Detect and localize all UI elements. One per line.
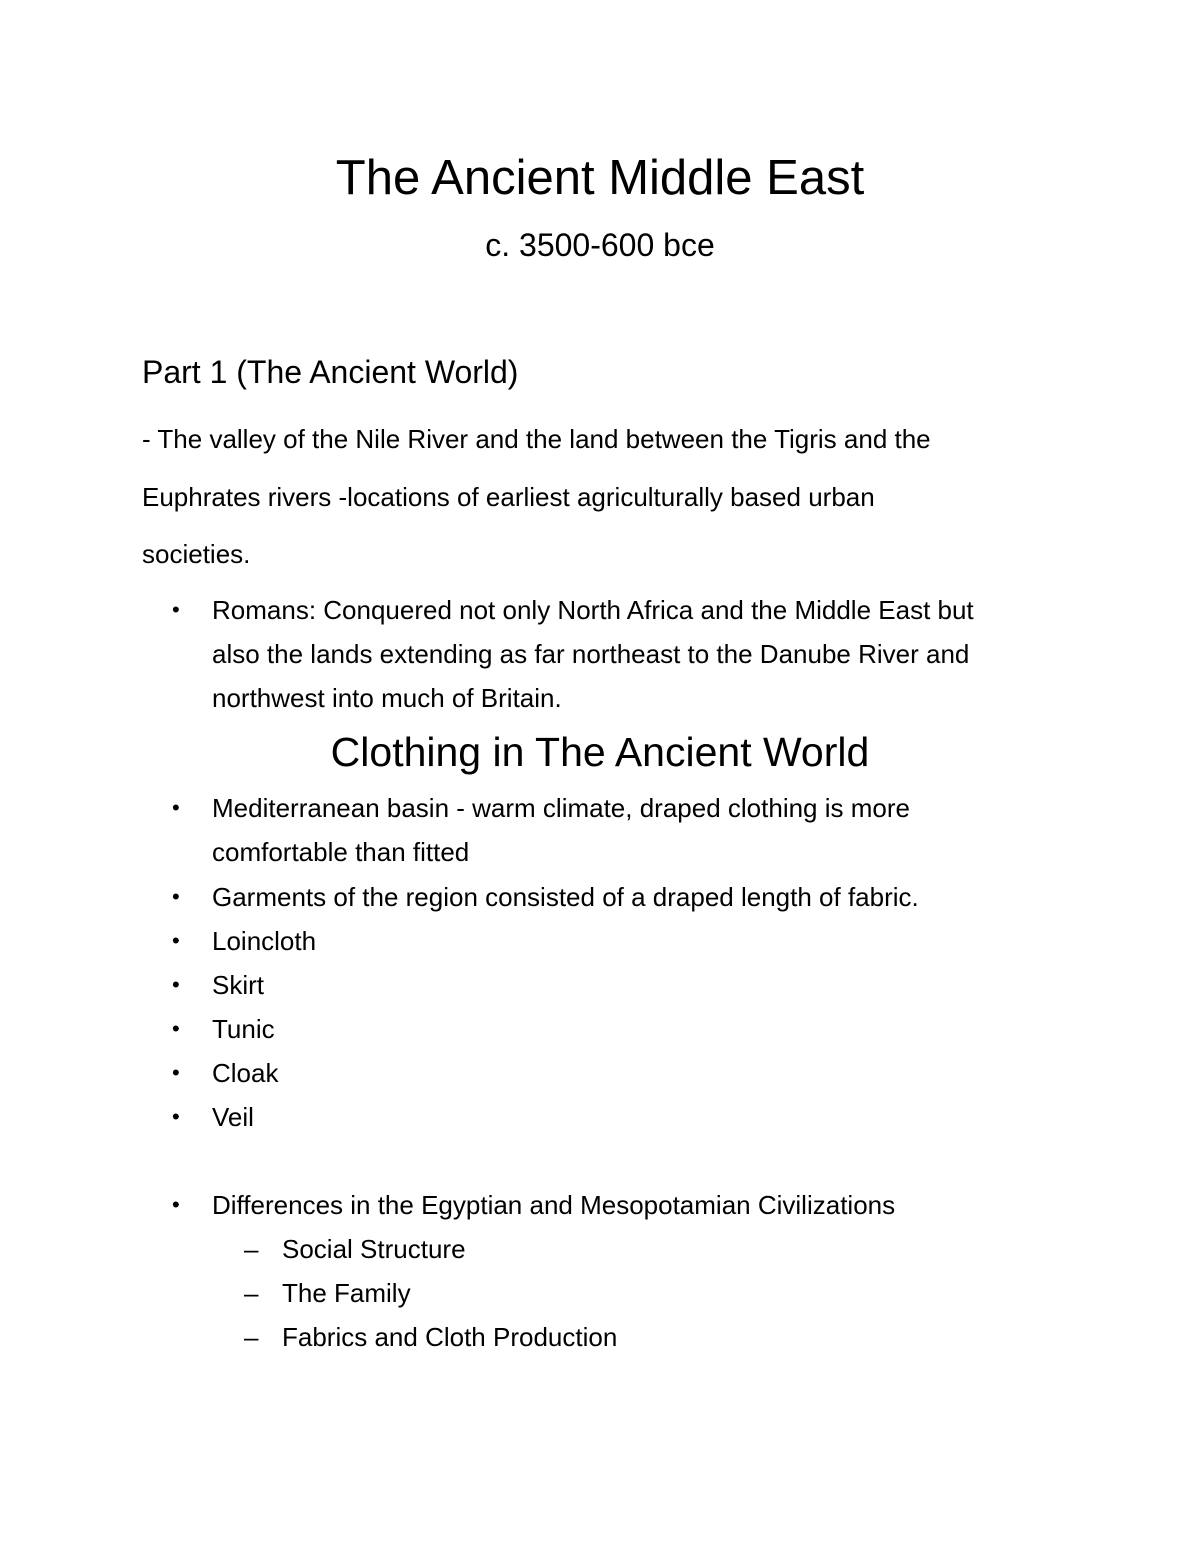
clothing-bullet-line: Skirt: [212, 970, 264, 1000]
document-subtitle: c. 3500-600 bce: [485, 227, 715, 263]
dash-icon: –: [244, 1278, 259, 1308]
clothing-bullet-line: Tunic: [212, 1014, 275, 1044]
document-title: The Ancient Middle East: [335, 151, 865, 205]
romans-bullet-line: also the lands extending as far northeast to the Danube River and: [212, 639, 970, 669]
bullet-icon: •: [172, 597, 180, 622]
bullet-icon: •: [172, 928, 180, 953]
bullet-icon: •: [172, 1104, 180, 1129]
bullet-icon: •: [172, 1192, 180, 1217]
bullet-icon: •: [172, 972, 180, 997]
part1-paragraph-line: Euphrates rivers -locations of earliest agriculturally based urban: [142, 482, 875, 512]
clothing-bullet-line: Loincloth: [212, 926, 317, 956]
dash-icon: –: [244, 1234, 259, 1264]
differences-bullet-line: Differences in the Egyptian and Mesopotamian Civilizations: [212, 1190, 896, 1220]
dash-icon: –: [244, 1322, 259, 1352]
clothing-heading: Clothing in The Ancient World: [330, 729, 870, 775]
clothing-bullet-line: Garments of the region consisted of a draped length of fabric.: [212, 882, 919, 912]
part1-paragraph-line: - The valley of the Nile River and the land between the Tigris and the: [142, 424, 931, 454]
bullet-icon: •: [172, 884, 180, 909]
clothing-bullet-line: Mediterranean basin - warm climate, draped clothing is more: [212, 793, 910, 823]
clothing-bullet-line: Cloak: [212, 1058, 279, 1088]
part1-heading: Part 1 (The Ancient World): [142, 354, 519, 390]
bullet-icon: •: [172, 1016, 180, 1041]
differences-subitem: Fabrics and Cloth Production: [282, 1322, 618, 1352]
bullet-icon: •: [172, 1060, 180, 1085]
bullet-icon: •: [172, 795, 180, 820]
part1-paragraph-line: societies.: [142, 539, 251, 569]
clothing-bullet-line: comfortable than fitted: [212, 837, 470, 867]
differences-subitem: Social Structure: [282, 1234, 466, 1264]
clothing-bullet-line: Veil: [212, 1102, 254, 1132]
differences-subitem: The Family: [282, 1278, 411, 1308]
romans-bullet-line: Romans: Conquered not only North Africa and the Middle East but: [212, 595, 974, 625]
romans-bullet-line: northwest into much of Britain.: [212, 683, 562, 713]
